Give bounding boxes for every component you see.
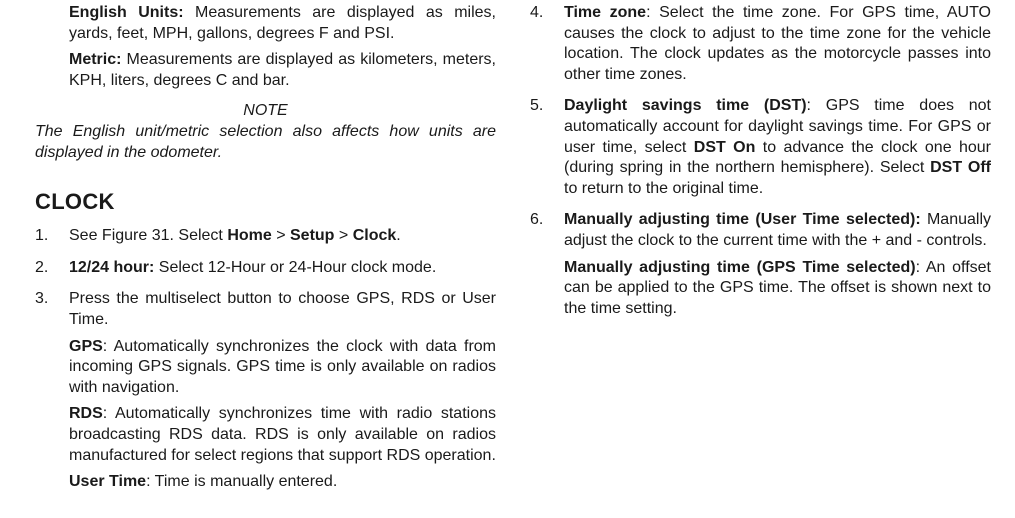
list-item-2 [35, 258, 496, 279]
item-body: to return to the original time. [564, 179, 764, 197]
item-body: Manually adjust the clock to the current time with the + and - controls. [564, 211, 991, 249]
item-number: 6. [530, 211, 544, 229]
item-text [69, 258, 496, 279]
item-text [564, 3, 991, 85]
metric-text: Measurements are displayed as kilometers, meters, KPH, liters, degrees C and bar. [69, 51, 496, 89]
menu-separator: > [271, 227, 290, 245]
item-body: to advance the clock one hour (during spring in the northern hemisphere). Select [564, 138, 992, 177]
item-text [564, 210, 991, 251]
list-item-4 [530, 3, 991, 85]
menu-home: Home [227, 227, 272, 245]
item-label: Daylight savings time (DST) [564, 97, 807, 115]
gps-offset-paragraph [564, 258, 991, 320]
item-label: 12/24 hour: [69, 258, 155, 276]
item-number: 3. [35, 290, 49, 308]
item-body: : GPS time does not automatically account for daylight savings time. For GPS or user time, select [564, 97, 991, 156]
menu-clock: Clock [352, 227, 397, 245]
user-time-text: : Time is manually entered. [146, 473, 338, 491]
rds-text: : Automatically synchronizes time with radio stations broadcasting RDS data. RDS is only available on radios manufactured for select regions that support RDS operation. [69, 405, 496, 464]
dst-on-label: DST On [693, 138, 756, 156]
item-text-pre: See Figure 31. Select [69, 227, 228, 245]
item-number: 5. [530, 97, 544, 115]
note-text: The English unit/metric selection also affects how units are displayed in the odometer. [35, 122, 496, 161]
english-units-label: English Units: [69, 4, 184, 21]
metric-label: Metric: [69, 51, 122, 69]
item-number: 1. [35, 227, 49, 245]
rds-paragraph [69, 404, 496, 466]
left-column [35, 3, 496, 493]
item-body: : Select the time zone. For GPS time, AUTO causes the clock to adjust to the time zone for the vehicle location. The clock updates as the motorcycle passes into other time zones. [564, 4, 991, 83]
user-time-label: User Time [69, 473, 147, 491]
gps-offset-text: : An offset can be applied to the GPS time. The offset is shown next to the time setting. [564, 258, 992, 317]
list-item-3 [35, 289, 496, 492]
dst-off-label: DST Off [930, 159, 991, 177]
item-text [564, 96, 991, 199]
metric-paragraph [69, 50, 496, 91]
gps-text: : Automatically synchronizes the clock with data from incoming GPS signals. GPS time is only available on radios with navigation. [69, 337, 496, 396]
item-label: Time zone [564, 4, 647, 21]
menu-setup: Setup [290, 227, 335, 245]
item-number: 2. [35, 258, 49, 276]
item-label: Manually adjusting time (User Time selected): [564, 211, 921, 229]
note-title: NOTE [243, 102, 288, 120]
item-number: 4. [530, 4, 544, 21]
english-units-text: Measurements are displayed as miles, yards, feet, MPH, gallons, degrees F and PSI. [69, 4, 497, 42]
gps-label: GPS [69, 337, 103, 355]
item-text [69, 226, 496, 247]
item-body: Select 12-Hour or 24-Hour clock mode. [154, 258, 437, 276]
english-units-paragraph [69, 3, 496, 44]
list-item-1 [35, 226, 496, 247]
units-section [69, 3, 496, 91]
item-text-post: . [396, 227, 401, 245]
section-heading: CLOCK [35, 189, 115, 215]
item-text: Press the multiselect button to choose GPS, RDS or User Time. [69, 290, 496, 328]
gps-offset-label: Manually adjusting time (GPS Time selected) [564, 258, 916, 276]
list-item-6 [530, 210, 991, 319]
gps-paragraph [69, 337, 496, 399]
menu-separator: > [334, 227, 353, 245]
user-time-paragraph [69, 472, 496, 493]
list-item-5 [530, 96, 991, 199]
right-column [530, 3, 991, 330]
rds-label: RDS [69, 405, 103, 423]
